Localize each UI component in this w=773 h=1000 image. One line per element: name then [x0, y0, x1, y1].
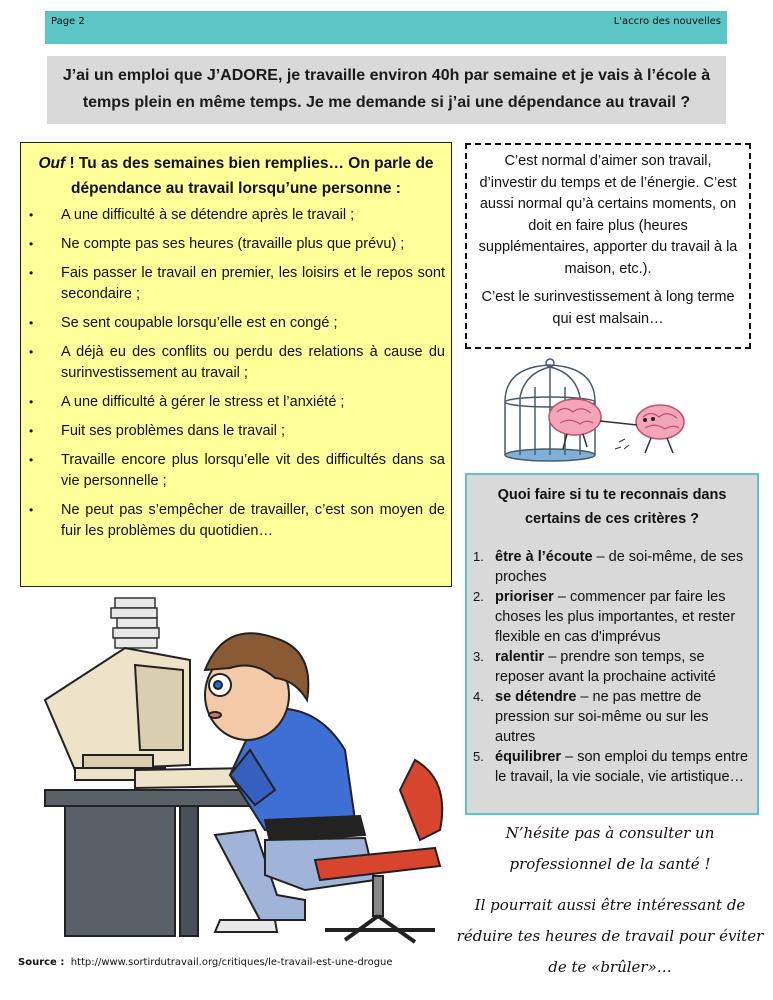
list-item [473, 547, 751, 587]
tip-term: se détendre [495, 689, 577, 705]
tip-number: 5. [473, 749, 484, 764]
criteria-text: A déjà eu des conflits ou perdu des relations à cause du surinvestissement au travail ; [61, 344, 445, 381]
tips-list [473, 547, 751, 787]
brain-escaping-cage-illustration [495, 357, 705, 467]
tip-number: 4. [473, 689, 484, 704]
tip-description: – commencer par faire les choses les plus importantes, et rester flexible en cas d'imprévus [495, 589, 736, 645]
list-item [473, 747, 751, 787]
criteria-text: A une difficulté à se détendre après le travail ; [61, 207, 355, 223]
paper-stack-icon [111, 598, 159, 648]
tips-title: Quoi faire si tu te reconnais dans certains de ces critères ? [497, 487, 727, 527]
tip-term: prioriser [495, 589, 554, 605]
header-bar [45, 11, 727, 44]
criteria-text: Se sent coupable lorsqu’elle est en congé ; [61, 315, 338, 331]
source-label: Source : [18, 957, 65, 968]
bullet-icon: • [29, 237, 34, 251]
list-item [27, 421, 445, 442]
list-item [27, 342, 445, 384]
source-url[interactable]: http://www.sortirdutravail.org/critiques/le-travail-est-une-drogue [70, 957, 393, 968]
criteria-title-emphasis: Ouf [38, 155, 66, 172]
tip-number: 2. [473, 589, 484, 604]
bullet-icon: • [29, 395, 34, 409]
tip-description: – son emploi du temps entre le travail, la vie sociale, vie artistique… [495, 749, 749, 785]
tip-description: – prendre son temps, se reposer avant la prochaine activité [495, 649, 716, 685]
bullet-icon: • [29, 503, 34, 517]
publication-name: L'accro des nouvelles [613, 16, 721, 27]
list-item [473, 587, 751, 647]
list-item [473, 647, 751, 687]
criteria-text: Ne peut pas s’empêcher de travailler, c’est son moyen de fuir les problèmes du quotidien… [61, 502, 445, 539]
criteria-text: Fais passer le travail en premier, les loisirs et le repos sont secondaire ; [61, 265, 445, 302]
criteria-text: Ne compte pas ses heures (travaille plus que prévu) ; [61, 236, 405, 252]
criteria-box [20, 142, 452, 587]
tip-description: – ne pas mettre de pression sur soi-même ou sur les autres [495, 689, 709, 745]
list-item [27, 500, 445, 542]
criteria-title-text: ! Tu as des semaines bien remplies… On parle de dépendance au travail lorsqu’une personne : [65, 155, 434, 197]
criteria-text: Travaille encore plus lorsqu’elle vit des difficultés dans sa vie personnelle ; [61, 452, 445, 489]
brain-icon [600, 405, 684, 453]
list-item [27, 205, 445, 226]
bullet-icon: • [29, 453, 34, 467]
list-item [27, 263, 445, 305]
bullet-icon: • [29, 208, 34, 222]
tip-description: – de soi-même, de ses proches [495, 549, 744, 585]
source-credit [18, 957, 393, 968]
bullet-icon: • [29, 345, 34, 359]
handwritten-line: N’hésite pas à consulter un professionnel de la santé ! [505, 824, 715, 873]
tip-term: être à l’écoute [495, 549, 593, 565]
criteria-text: Fuit ses problèmes dans le travail ; [61, 423, 286, 439]
list-item [27, 392, 445, 413]
criteria-text: A une difficulté à gérer le stress et l’anxiété ; [61, 394, 345, 410]
tip-term: ralentir [495, 649, 545, 665]
list-item [473, 687, 751, 747]
tip-number: 1. [473, 549, 484, 564]
bullet-icon: • [29, 266, 34, 280]
reader-question: J’ai un emploi que J’ADORE, je travaille environ 40h par semaine et je vais à l’école à temps plein en même temps. Je me demande si j’ai une dépendance au travail ? [47, 56, 726, 124]
handwritten-advice [455, 818, 765, 993]
handwritten-line: Il pourrait aussi être intéressant de réduire tes heures de travail pour éviter de te «brûler»… [456, 896, 764, 976]
criteria-title [27, 151, 445, 201]
tip-term: équilibrer [495, 749, 562, 765]
criteria-list [27, 205, 445, 542]
bullet-icon: • [29, 424, 34, 438]
bullet-icon: • [29, 316, 34, 330]
normal-note-box [465, 143, 751, 349]
list-item [27, 450, 445, 492]
page-number: Page 2 [51, 16, 85, 27]
normal-note-paragraph: C’est normal d’aimer son travail, d’investir du temps et de l’énergie. C’est aussi normal qu’à certains moments, on doit en faire plus (heures supplémentaires, apporter du travail à la maison, etc.). [478, 153, 738, 277]
list-item [27, 234, 445, 255]
tips-box [465, 473, 759, 815]
brain-icon [549, 399, 601, 449]
overworked-person-illustration [15, 590, 455, 950]
tip-number: 3. [473, 649, 484, 664]
list-item [27, 313, 445, 334]
normal-note-paragraph: C’est le surinvestissement à long terme qui est malsain… [481, 289, 735, 327]
